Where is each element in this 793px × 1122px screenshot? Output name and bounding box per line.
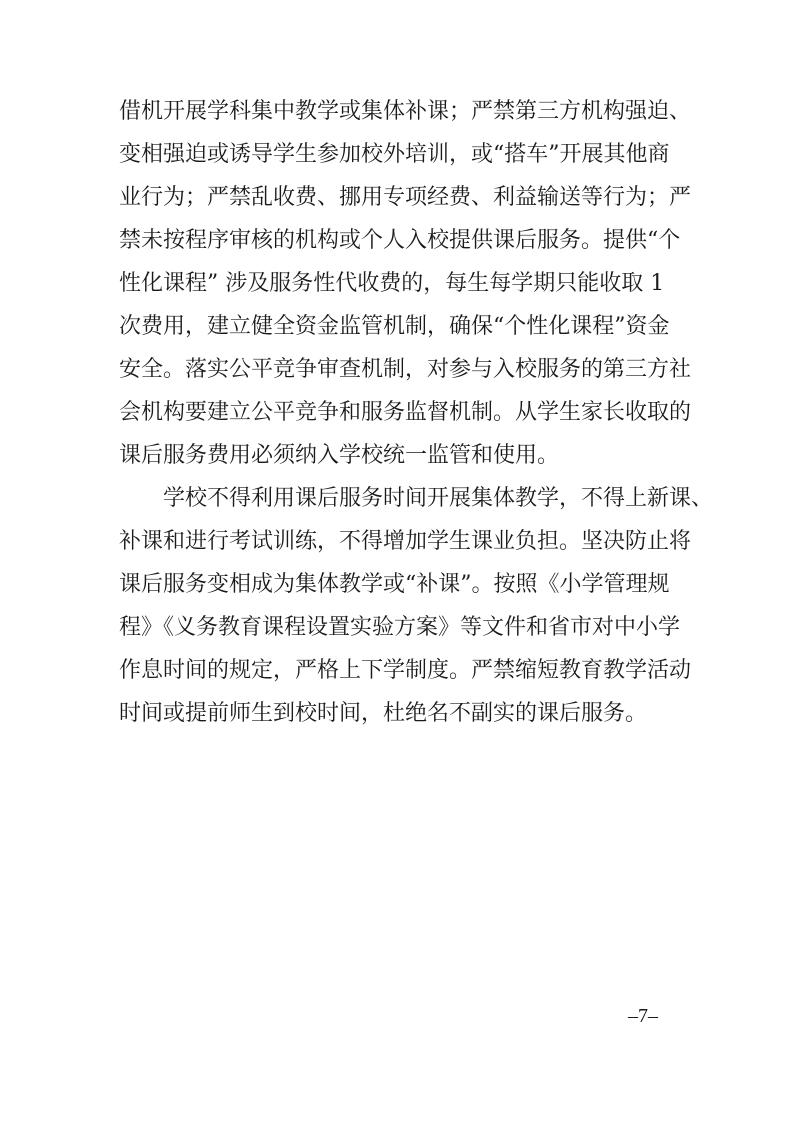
- paragraph-line: 作息时间的规定，严格上下学制度。严禁缩短教育教学活动: [119, 658, 692, 683]
- paragraph-line: 安全。落实公平竞争审查机制，对参与入校服务的第三方社: [119, 357, 692, 382]
- paragraph-line: 性化课程” 涉及服务性代收费的，每生每学期只能收取 1: [119, 271, 665, 296]
- paragraph-line: 补课和进行考试训练，不得增加学生课业负担。坚决防止将: [119, 529, 692, 554]
- paragraph-line: 课后服务变相成为集体教学或“补课”。按照《小学管理规: [119, 572, 670, 597]
- page-number: –7–: [628, 1005, 658, 1027]
- paragraph-line: 业行为；严禁乱收费、挪用专项经费、利益输送等行为；严: [119, 185, 692, 210]
- paragraph-line: 时间或提前师生到校时间，杜绝名不副实的课后服务。: [119, 701, 648, 726]
- paragraph-line: 次费用，建立健全资金监管机制，确保“个性化课程”资金: [119, 314, 670, 339]
- paragraph-line: 学校不得利用课后服务时间开展集体教学，不得上新课、: [119, 486, 714, 511]
- paragraph-line: 会机构要建立公平竞争和服务监督机制。从学生家长收取的: [119, 400, 692, 425]
- paragraph-line: 禁未按程序审核的机构或个人入校提供课后服务。提供“个: [119, 228, 681, 253]
- paragraph-line: 变相强迫或诱导学生参加校外培训，或“搭车”开展其他商: [119, 142, 670, 167]
- paragraph-line: 借机开展学科集中教学或集体补课；严禁第三方机构强迫、: [119, 99, 692, 124]
- paragraph-line: 课后服务费用必须纳入学校统一监管和使用。: [119, 443, 560, 468]
- paragraph-line: 程》《义务教育课程设置实验方案》等文件和省市对中小学: [119, 615, 681, 640]
